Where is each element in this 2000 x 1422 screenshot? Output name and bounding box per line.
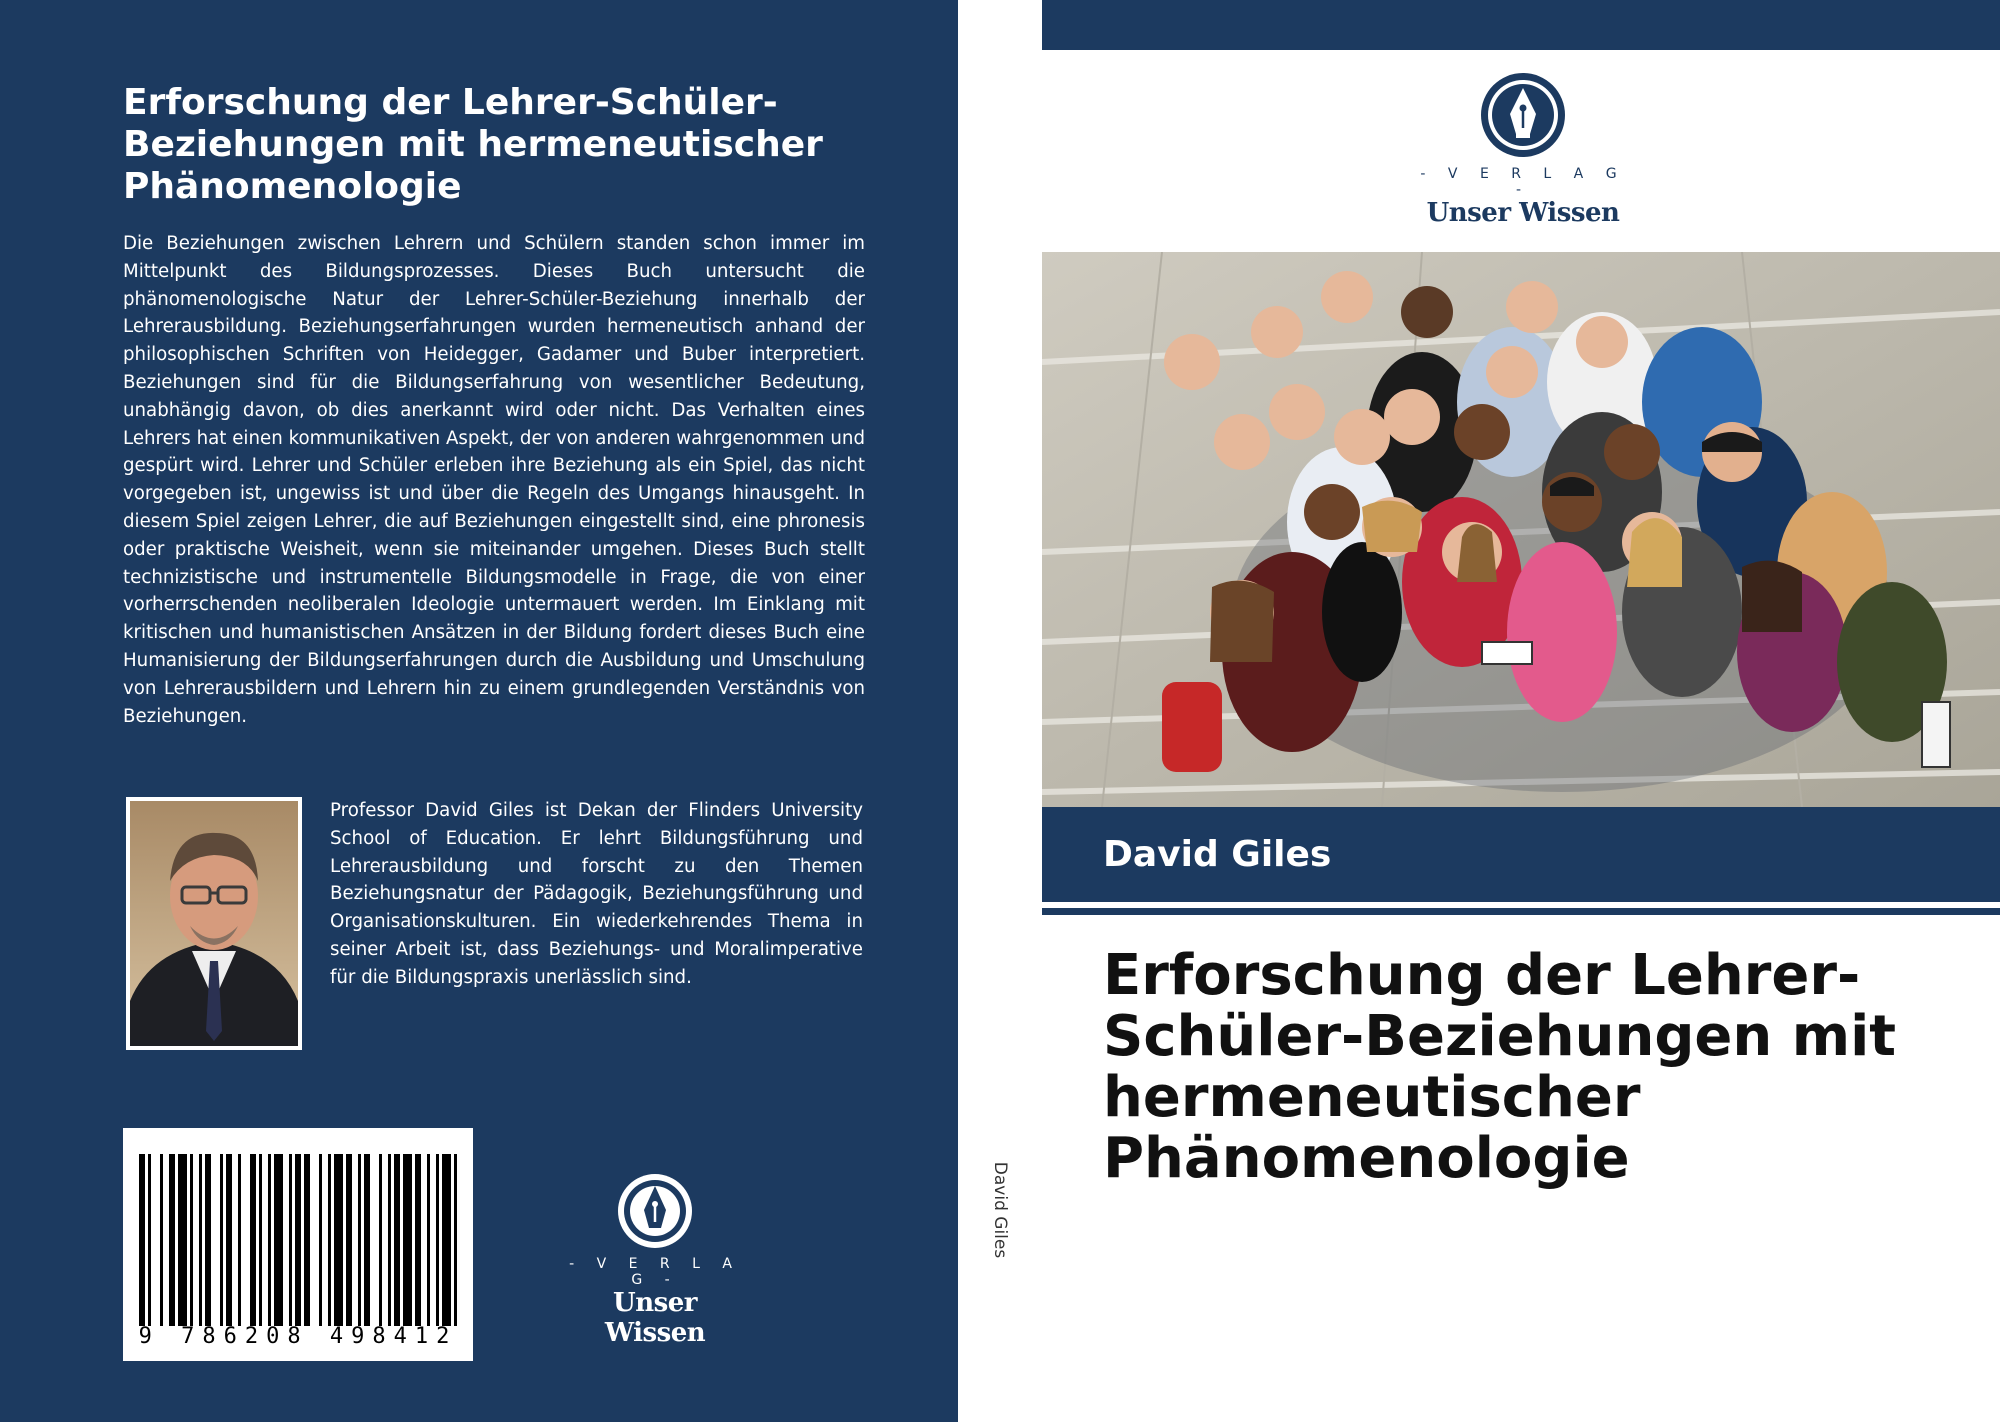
barcode-bar (358, 1154, 361, 1326)
barcode-bar (190, 1154, 193, 1326)
author-photo (126, 797, 302, 1050)
divider-line (1042, 908, 2000, 915)
back-publisher-verlag: - V E R L A G - (569, 1256, 741, 1288)
barcode-bar (289, 1154, 292, 1326)
front-top-bar (1042, 0, 2000, 50)
cover-photo-students (1042, 252, 2000, 807)
back-publisher-name: Unser Wissen (604, 1288, 706, 1348)
barcode-bar (334, 1154, 343, 1326)
author-portrait-illustration (130, 801, 298, 1046)
barcode-bar (205, 1154, 211, 1326)
front-publisher-verlag: - V E R L A G - (1420, 166, 1626, 198)
barcode-bars (139, 1154, 457, 1326)
barcode-bar (199, 1154, 202, 1326)
front-cover (1042, 0, 2000, 1422)
back-publisher-logo (560, 1172, 750, 1348)
front-publisher-logo (1408, 72, 1638, 228)
barcode-bar (394, 1154, 400, 1326)
barcode-bar (304, 1154, 310, 1326)
front-cover-title: Erforschung der Lehrer-Schüler-Beziehungen mit hermeneutischer Phänomenologie (1103, 943, 1897, 1191)
author-band (1042, 807, 2000, 902)
barcode-bar (268, 1154, 271, 1326)
barcode-bar (346, 1154, 352, 1326)
barcode-bar (250, 1154, 256, 1326)
barcode-bar (295, 1154, 301, 1326)
barcode-bar (379, 1154, 382, 1326)
barcode-bar (259, 1154, 262, 1326)
group-of-students-illustration (1042, 252, 2000, 807)
barcode-bar (364, 1154, 370, 1326)
barcode-bar (436, 1154, 439, 1326)
barcode-bar (226, 1154, 232, 1326)
barcode (123, 1128, 473, 1361)
barcode-bar (388, 1154, 391, 1326)
barcode-bar (139, 1154, 145, 1326)
fountain-pen-nib-icon (616, 1172, 694, 1250)
author-bio: Professor David Giles ist Dekan der Flinders University School of Education. Er lehrt Bildungsführung und Lehrerausbildung und forscht zu den Themen Beziehungsnatur der Pädagogik, Beziehungsführung und Organisationskulturen. Ein wiederkehrendes Thema in seiner Arbeit ist, dass Beziehungs- und Moralimperative für die Bildungspraxis unerlässlich sind. (330, 800, 863, 988)
barcode-bar (454, 1154, 457, 1326)
barcode-bar (328, 1154, 331, 1326)
barcode-bar (319, 1154, 322, 1326)
front-publisher-name: Unser Wissen (1426, 198, 1620, 228)
front-author-name: David Giles (1103, 834, 1332, 875)
barcode-bar (148, 1154, 151, 1326)
barcode-bar (178, 1154, 187, 1326)
fountain-pen-nib-icon (1480, 72, 1566, 158)
barcode-bar (274, 1154, 283, 1326)
spine-author: David Giles (990, 1161, 1010, 1259)
barcode-bar (403, 1154, 412, 1326)
barcode-bar (442, 1154, 451, 1326)
back-cover-blurb: Die Beziehungen zwischen Lehrern und Schülern standen schon immer im Mittelpunkt des Bildungsprozesses. Dieses Buch untersucht die phänomenologische Natur der Lehrer-Schüler-Beziehung innerhalb der Lehrerausbildung. Beziehungserfahrungen wurden hermeneutisch anhand der philosophischen Schriften von Heidegger, Gadamer und Buber interpretiert. Beziehungen sind für die Bildungserfahrung von wesentlicher Bedeutung, unabhängig davon, ob dies anerkannt wird oder nicht. Das Verhalten eines Lehrers hat einen kommunikativen Aspekt, der von anderen wahrgenommen und gespürt wird. Lehrer und Schüler erleben ihre Beziehung als ein Spiel, das nicht vorgegeben ist, ungewiss ist und über die Regeln des Umgangs hinausgeht. In diesem Spiel zeigen Lehrer, die auf Beziehungen eingestellt sind, eine phronesis oder praktische Weisheit, wenn sie miteinander umgehen. Dieses Buch stellt technizistische und instrumentelle Bildungsmodelle in Frage, die von einer vorherrschenden neoliberalen Ideologie untermauert werden. Im Einklang mit kritischen und humanistischen Ansätzen in der Bildung fordert dieses Buch eine Humanisierung der Bildungserfahrungen durch die Ausbildung und Umschulung von Lehrerausbildern und Lehrern hin zu einem grundlegenden Verständnis von Beziehungen. (123, 233, 865, 727)
barcode-bar (169, 1154, 175, 1326)
barcode-bar (160, 1154, 163, 1326)
barcode-bar (427, 1154, 430, 1326)
back-cover-title: Erforschung der Lehrer-Schüler-Beziehungen mit hermeneutischer Phänomenologie (123, 82, 823, 207)
isbn-number: 9 786208 498412 (138, 1324, 458, 1349)
barcode-bar (220, 1154, 223, 1326)
back-cover (0, 0, 958, 1422)
barcode-bar (238, 1154, 241, 1326)
barcode-bar (415, 1154, 421, 1326)
